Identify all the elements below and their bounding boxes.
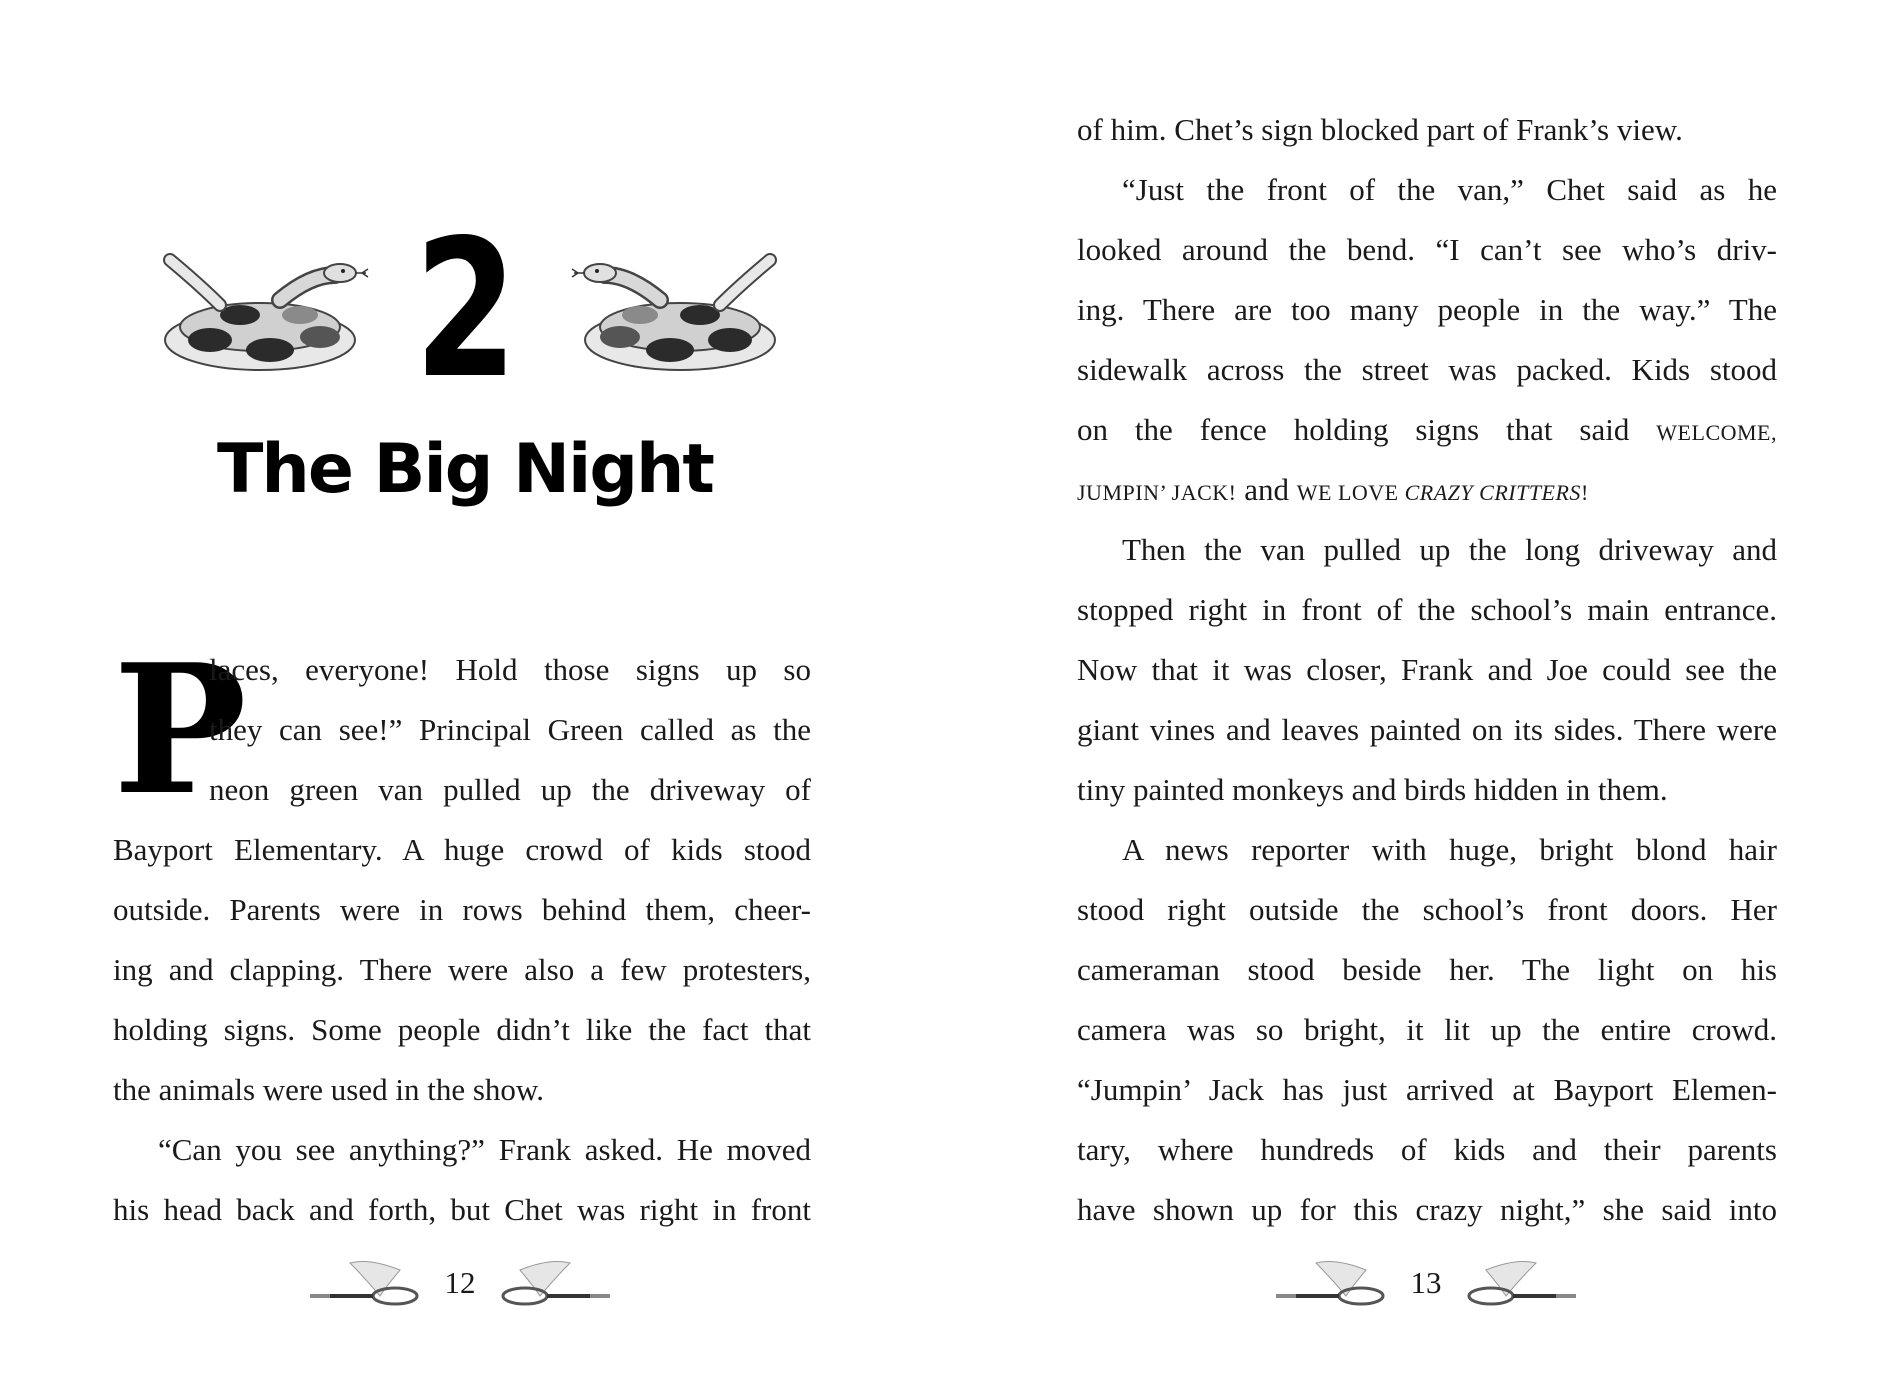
text-line: his head back and forth, but Chet was right in front xyxy=(113,1192,811,1227)
text-line: they can see!” Principal Green called as the xyxy=(209,712,811,747)
butterfly-net-icon xyxy=(310,1258,420,1308)
chapter-title: The Big Night xyxy=(217,430,713,509)
text-line: have shown up for this crazy night,” she said into xyxy=(1077,1192,1777,1227)
text-line: laces, everyone! Hold those signs up so xyxy=(209,652,811,687)
text-line: camera was so bright, it lit up the entire crowd. xyxy=(1077,1012,1777,1047)
butterfly-net-icon xyxy=(500,1258,610,1308)
text-line: “Jumpin’ Jack has just arrived at Bayport Elemen- xyxy=(1077,1072,1777,1107)
snake-icon xyxy=(150,245,370,375)
text-line: giant vines and leaves painted on its sides. There were xyxy=(1077,712,1777,747)
text-fragment: and xyxy=(1236,472,1297,507)
text-line xyxy=(1077,400,1777,460)
sign-text: JUMPIN’ JACK! xyxy=(1077,480,1237,505)
text-line: of him. Chet’s sign blocked part of Frank’s view. xyxy=(1077,112,1683,147)
text-line: looked around the bend. “I can’t see who’s driv- xyxy=(1077,232,1777,267)
page-footer xyxy=(1276,1258,1576,1308)
butterfly-net-icon xyxy=(1466,1258,1576,1308)
sign-text-italic: CRAZY CRITTERS xyxy=(1404,480,1581,505)
text-line: tiny painted monkeys and birds hidden in them. xyxy=(1077,772,1668,807)
sign-text: WELCOME, xyxy=(1656,420,1777,445)
chapter-number: 2 xyxy=(414,199,518,420)
text-line: Bayport Elementary. A huge crowd of kids stood xyxy=(113,832,811,867)
sign-text: ! xyxy=(1580,480,1589,505)
text-line: “Just the front of the van,” Chet said as he xyxy=(1122,172,1777,207)
text-line: stood right outside the school’s front doors. Her xyxy=(1077,892,1777,927)
butterfly-net-icon xyxy=(1276,1258,1386,1308)
text-line: sidewalk across the street was packed. Kids stood xyxy=(1077,352,1777,387)
text-line: stopped right in front of the school’s main entrance. xyxy=(1077,592,1777,627)
text-line: Now that it was closer, Frank and Joe could see the xyxy=(1077,652,1777,687)
drop-cap: P xyxy=(113,625,247,834)
page-number: 12 xyxy=(444,1265,476,1300)
page-number: 13 xyxy=(1410,1265,1442,1300)
text-line: the animals were used in the show. xyxy=(113,1072,545,1107)
text-line: holding signs. Some people didn’t like the fact that xyxy=(113,1012,811,1047)
sign-text: WE LOVE xyxy=(1296,480,1405,505)
chapter-heading xyxy=(150,199,780,420)
text-line xyxy=(1077,460,1777,520)
text-line: “Can you see anything?” Frank asked. He moved xyxy=(158,1132,811,1167)
text-line: ing. There are too many people in the way.” The xyxy=(1077,292,1777,327)
text-line: Then the van pulled up the long driveway and xyxy=(1122,532,1777,567)
text-fragment: on the fence holding signs that said xyxy=(1077,412,1657,447)
text-line: A news reporter with huge, bright blond hair xyxy=(1122,832,1777,867)
text-line: outside. Parents were in rows behind them, cheer- xyxy=(113,892,811,927)
text-line: tary, where hundreds of kids and their parents xyxy=(1077,1132,1777,1167)
text-line: neon green van pulled up the driveway of xyxy=(209,772,811,807)
left-page-body xyxy=(113,625,811,1240)
right-page-body xyxy=(1077,100,1777,1240)
snake-icon xyxy=(570,245,790,375)
left-page xyxy=(0,0,938,1396)
text-line: cameraman stood beside her. The light on his xyxy=(1077,952,1777,987)
page-footer xyxy=(310,1258,610,1308)
text-line: ing and clapping. There were also a few protesters, xyxy=(113,952,811,987)
